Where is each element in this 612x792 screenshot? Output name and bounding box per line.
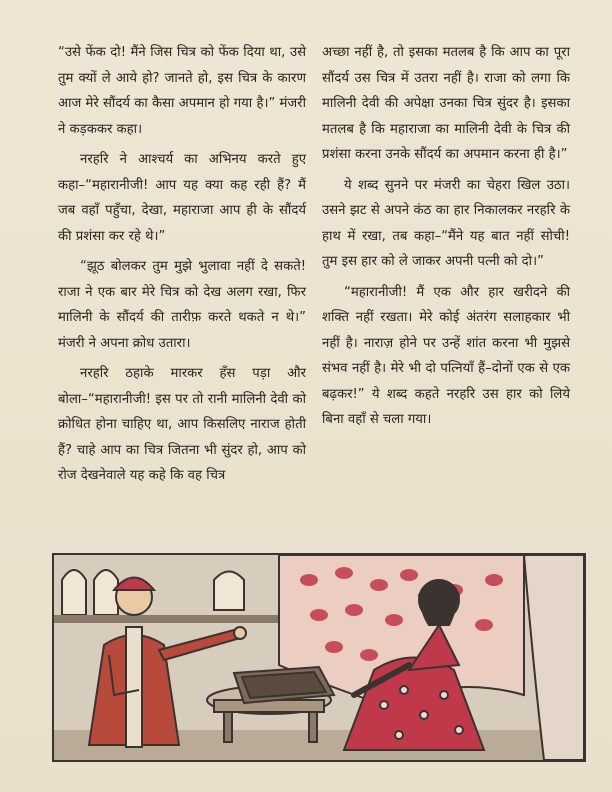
paragraph-6: ये शब्द सुनने पर मंजरी का चेहरा खिल उठा। उसने झट से अपने कंठ का हार निकालकर नरहरि के हाथ में रखा, तब कहा–“मैंने यह बात नहीं सोची! तुम इस हार को ले जाकर अपनी पत्नी को दो।” xyxy=(322,177,570,269)
story-illustration xyxy=(52,553,586,762)
paragraph-1: “उसे फेंक दो! मैंने जिस चित्र को फेंक दिया था, उसे तुम क्यों ले आये हो? जानते हो, इस चित्र के कारण आज मेरे सौंदर्य का कैसा अपमान हो गया है।” मंजरी ने कड़ककर कहा। xyxy=(58,45,306,137)
courtier-and-queen-illustration-icon xyxy=(54,555,584,760)
paragraph-7: “महारानीजी! मैं एक और हार खरीदने की शक्ति नहीं रखता। मेरे कोई अंतरंग सलाहकार भी नहीं है। नाराज़ होने पर उन्हें शांत करना भी मुझसे संभव नहीं है। मेरे भी दो पत्नियाँ हैं–दोनों एक से एक बढ़कर!” ये शब्द कहते नरहरि उस हार को लिये बिना वहाँ से चला गया। xyxy=(322,284,570,427)
left-text-column xyxy=(58,40,306,494)
right-text-column xyxy=(322,40,570,438)
paragraph-5: अच्छा नहीं है, तो इसका मतलब है कि आप का पूरा सौंदर्य उस चित्र में उतरा नहीं है। राजा को लगा कि मालिनी देवी की अपेक्षा उनका चित्र सुंदर है। इसका मतलब है कि महाराजा का मालिनी देवी के चित्र की प्रशंसा करना उनके सौंदर्य का अपमान करना ही है।” xyxy=(322,45,570,162)
paragraph-4: नरहरि ठहाके मारकर हँस पड़ा और बोला–“महारानीजी! इस पर तो रानी मालिनी देवी को क्रोधित होना चाहिए था, आप किसलिए नाराज होती हैं? चाहे आप का चित्र जितना भी सुंदर हो, आप को रोज देखनेवाले यह कहे कि वह चित्र xyxy=(58,366,306,483)
paragraph-3: “झूठ बोलकर तुम मुझे भुलावा नहीं दे सकते! राजा ने एक बार मेरे चित्र को देख अलग रखा, फिर मालिनी के सौंदर्य की तारीफ़ करते थकते न थे।” मंजरी ने अपना क्रोध उतारा। xyxy=(58,259,306,351)
paragraph-2: नरहरि ने आश्चर्य का अभिनय करते हुए कहा–“महारानीजी! आप यह क्या कह रही हैं? मैं जब वहाँ पहुँचा, देखा, महाराजा आप ही के सौंदर्य की प्रशंसा कर रहे थे।” xyxy=(58,152,306,244)
